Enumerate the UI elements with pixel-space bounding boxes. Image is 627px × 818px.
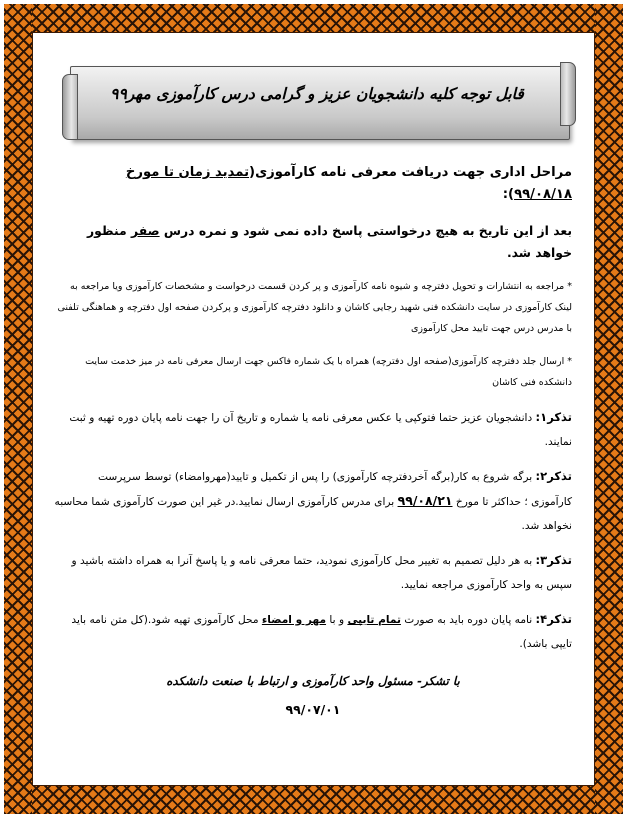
frame-border-bottom xyxy=(4,786,623,814)
scroll-body xyxy=(70,66,570,140)
zero-grade-text: صفر xyxy=(131,223,160,238)
frame-border-top xyxy=(4,4,623,32)
scroll-curl-left xyxy=(62,74,78,140)
note-3: تذکر۳: به هر دلیل تصمیم به تغییر محل کارآموزی نمودید، حتما معرفی نامه و یا پاسخ آنرا به همراه داشته باشید و سپس به واحد کارآموزی مراجعه نمایید. xyxy=(71,553,572,591)
full-typed-text: تمام تایپی xyxy=(347,614,401,626)
note-2-deadline-date: ۹۹/۰۸/۲۱ xyxy=(397,493,453,508)
note-2-heading: تذکر۲: xyxy=(535,469,572,483)
issue-date: ۹۹/۰۷/۰۱ xyxy=(285,702,341,717)
note-4: تذکر۴: نامه پایان دوره باید به صورت تمام تایپی و با مهر و امضاء محل کارآموزی تهیه شود.(کل متن نامه باید تایپی باشد). xyxy=(71,612,572,650)
signature-line: با تشکر- مسئول واحد کارآموزی و ارتباط با صنعت دانشکده xyxy=(166,674,460,688)
bullet-item-2: * ارسال جلد دفترچه کارآموزی(صفحه اول دفترچه) همراه با یک شماره فاکس جهت ارسال معرفی نامه در میز خدمت سایت دانشکده فنی کاشان xyxy=(85,356,572,388)
scroll-curl-right xyxy=(560,62,576,126)
note-4-heading: تذکر۴: xyxy=(535,612,572,626)
deadline-date: ۹۹/۰۸/۱۸ xyxy=(514,187,572,202)
stamp-signature-text: مهر و امضاء xyxy=(261,614,327,626)
intro-line-1: مراحل اداری جهت دریافت معرفی نامه کارآموزی(تمدید زمان تا مورخ ۹۹/۰۸/۱۸): xyxy=(125,165,572,202)
note-1-heading: تذکر۱: xyxy=(535,410,572,424)
banner-title: قابل توجه کلیه دانشجویان عزیز و گرامی درس کارآموزی مهر۹۹ xyxy=(110,85,524,103)
note-1: تذکر۱: دانشجویان عزیز حتما فتوکپی یا عکس معرفی نامه یا شماره و تاریخ آن را جهت نامه پایان دوره تهیه و ثبت نمایند. xyxy=(69,410,572,448)
intro-line-2: بعد از این تاریخ به هیچ درخواستی پاسخ داده نمی شود و نمره درس صفر منظور خواهد شد. xyxy=(86,223,572,260)
bullet-item-1: * مراجعه به انتشارات و تحویل دفترچه و شیوه نامه کارآموزی و پر کردن قسمت درخواست و مشخصات کارآموزی ویا مراجعه به لینک کارآموزی در سایت دانشکده فنی شهید رجایی کاشان و دانلود دفترچه کارآموزی و پرکردن صفحه اول دفترچه و هماهنگی تلفنی با مدرس درس جهت تایید محل کارآموزی xyxy=(57,281,572,334)
frame-border-left xyxy=(4,4,32,814)
title-scroll-banner xyxy=(62,66,576,140)
notice-content xyxy=(54,162,572,730)
frame-border-right xyxy=(595,4,623,814)
note-2: تذکر۲: برگه شروع به کار(برگه آخردفترچه کارآموزی) را پس از تکمیل و تایید(مهروامضاء) توسط سرپرست کارآموزی ؛ حداکثر تا مورخ ۹۹/۰۸/۲۱ برای مدرس کارآموزی ارسال نمایید.در غیر این صورت کارآموزی شما محاسبه نخواهد شد. xyxy=(54,469,572,532)
note-3-heading: تذکر۳: xyxy=(535,553,572,567)
extension-label: تمدید زمان تا مورخ xyxy=(125,165,250,180)
